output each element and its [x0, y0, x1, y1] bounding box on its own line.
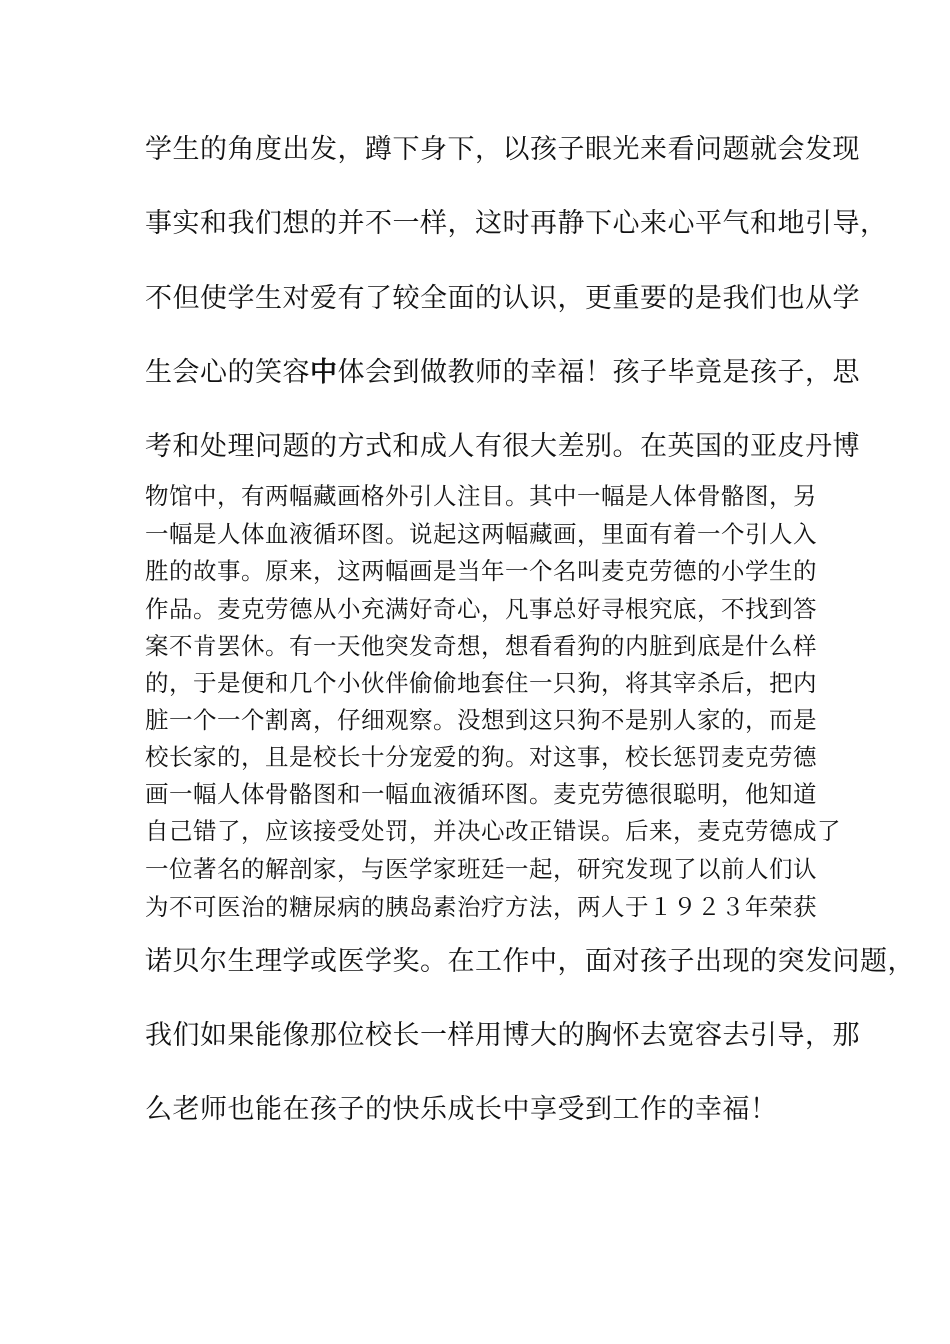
text-line-7: 一幅是人体血液循环图。说起这两幅藏画，里面有着一个引人入 [145, 520, 817, 548]
text-line-5: 考和处理问题的方式和成人有很大差别。在英国的亚皮丹博 [145, 431, 860, 462]
text-line-12: 脏一个一个割离，仔细观察。没想到这只狗不是别人家的，而是 [145, 706, 817, 734]
text-line-4 [145, 356, 860, 390]
text-line-9: 作品。麦克劳德从小充满好奇心，凡事总好寻根究底，不找到答 [145, 595, 817, 623]
text-line-14: 画一幅人体骨骼图和一幅血液循环图。麦克劳德很聪明，他知道 [145, 780, 817, 808]
text-line-19: 我们如果能像那位校长一样用博大的胸怀去宽容去引导，那 [145, 1020, 860, 1051]
text-line-6: 物馆中，有两幅藏画格外引人注目。其中一幅是人体骨骼图，另 [145, 482, 817, 510]
text-line-3: 不但使学生对爱有了较全面的认识，更重要的是我们也从学 [145, 283, 860, 314]
text-span-normal: 体会到做教师的幸福！孩子毕竟是孩子，思 [337, 357, 860, 388]
text-span-normal: 生会心的笑容 [145, 357, 310, 388]
text-line-10: 案不肯罢休。有一天他突发奇想，想看看狗的内脏到底是什么样 [145, 632, 817, 660]
text-line-2: 事实和我们想的并不一样，这时再静下心来心平气和地引导， [145, 208, 888, 239]
text-line-18: 诺贝尔生理学或医学奖。在工作中，面对孩子出现的突发问题， [145, 946, 915, 977]
text-line-8: 胜的故事。原来，这两幅画是当年一个名叫麦克劳德的小学生的 [145, 557, 817, 585]
text-line-11: 的，于是便和几个小伙伴偷偷地套住一只狗，将其宰杀后，把内 [145, 669, 817, 697]
text-line-1: 学生的角度出发，蹲下身下，以孩子眼光来看问题就会发现 [145, 134, 860, 165]
text-line-15: 自己错了，应该接受处罚，并决心改正错误。后来，麦克劳德成了 [145, 817, 841, 845]
text-line-13: 校长家的，且是校长十分宠爱的狗。对这事，校长惩罚麦克劳德 [145, 743, 817, 771]
text-line-17: 为不可医治的糖尿病的胰岛素治疗方法，两人于１９２３年荣获 [145, 893, 817, 921]
text-line-16: 一位著名的解剖家，与医学家班廷一起，研究发现了以前人们认 [145, 855, 817, 883]
text-span-bold: 中 [310, 357, 338, 388]
text-line-20: 么老师也能在孩子的快乐成长中享受到工作的幸福！ [145, 1094, 778, 1125]
